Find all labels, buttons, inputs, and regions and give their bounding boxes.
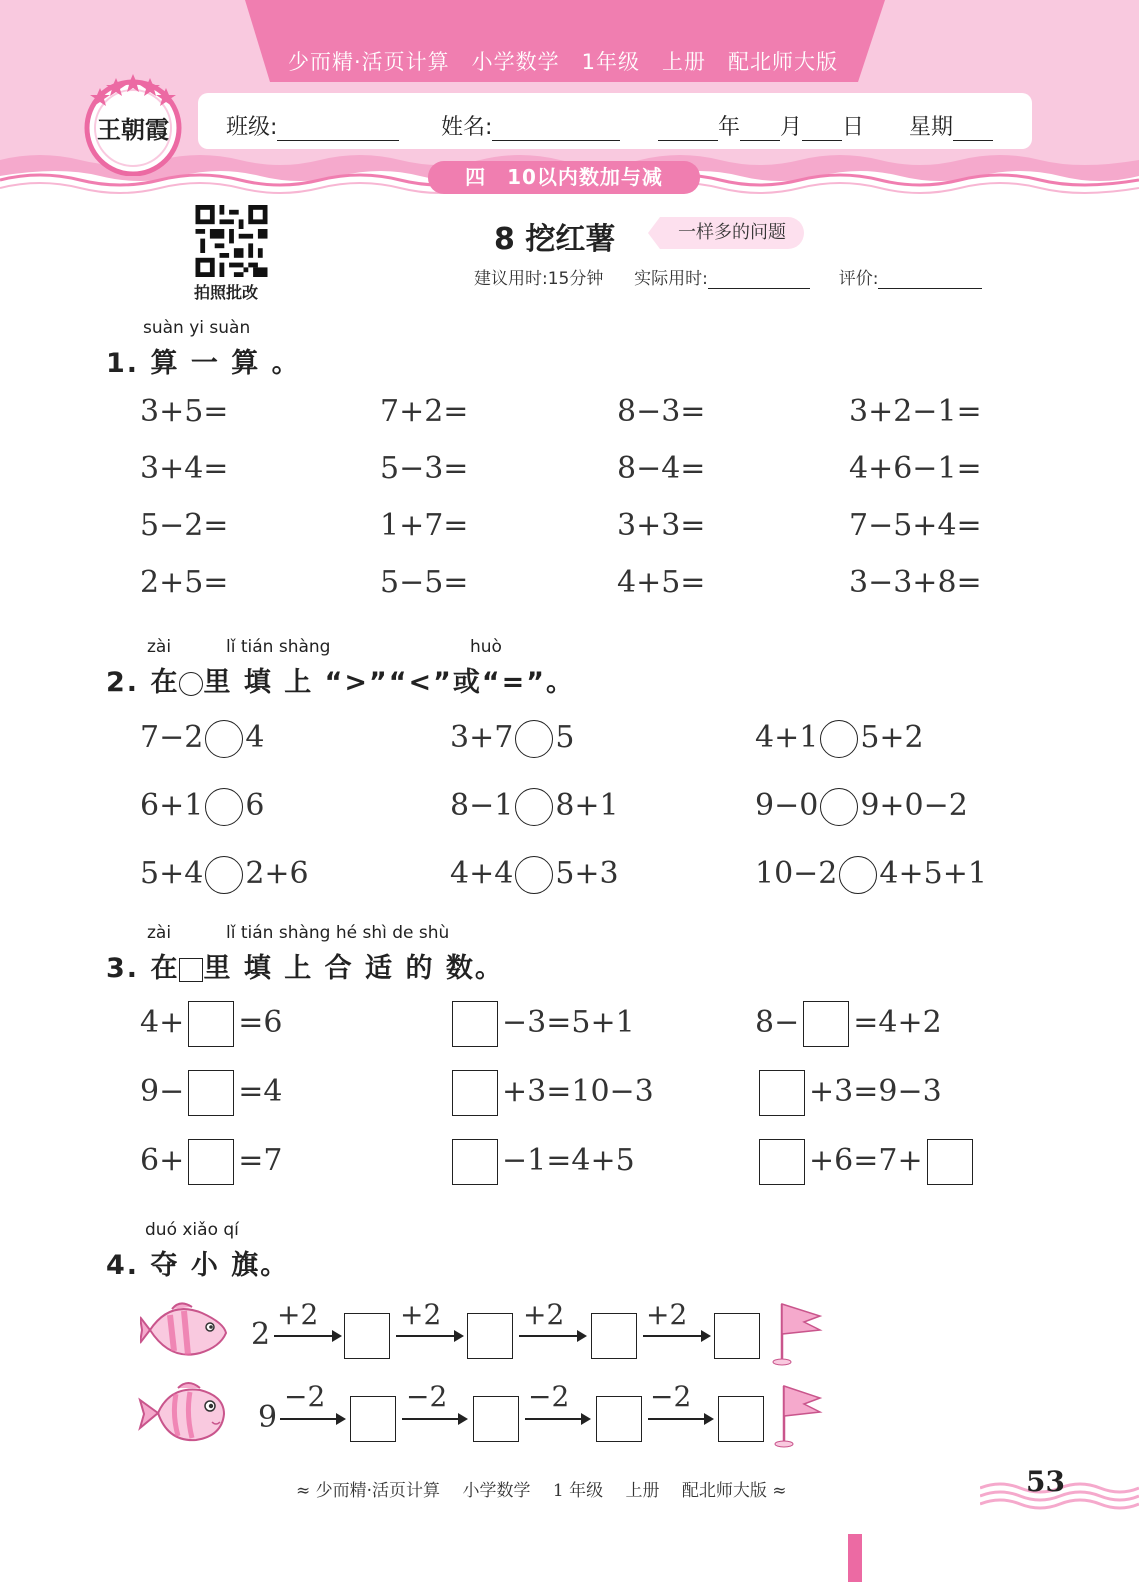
operation-label: +2 xyxy=(646,1298,688,1331)
weekday-label: 星期 xyxy=(909,115,954,140)
q2-compare: 3+7 5 xyxy=(450,720,574,758)
qr-caption: 拍照批改 xyxy=(194,283,259,302)
q2-title xyxy=(106,660,575,699)
q3-pinyin: lǐ tián shàng hé shì de shù xyxy=(226,923,450,943)
answer-box[interactable] xyxy=(803,1001,849,1047)
answer-box[interactable] xyxy=(452,1001,498,1047)
arrow-icon xyxy=(396,1335,462,1337)
arrow-icon xyxy=(402,1418,466,1420)
evaluation-field[interactable] xyxy=(878,270,982,289)
qr-code-icon[interactable] xyxy=(194,205,269,277)
q3-equation: +3=10−3 xyxy=(448,1070,654,1116)
q1-expr[interactable]: 1+7= xyxy=(380,508,469,543)
q1-expr[interactable]: 3−3+8= xyxy=(849,565,982,600)
answer-box[interactable] xyxy=(452,1139,498,1185)
arrow-icon xyxy=(519,1335,585,1337)
answer-box[interactable] xyxy=(714,1313,760,1359)
fish-icon xyxy=(140,1295,232,1365)
class-field[interactable] xyxy=(226,110,399,141)
answer-box[interactable] xyxy=(350,1396,396,1442)
q4-pinyin: duó xiǎo qí xyxy=(145,1220,239,1240)
q1-expr[interactable]: 7−5+4= xyxy=(849,508,982,543)
q1-title: 1. 算 一 算 。 xyxy=(106,348,301,379)
answer-box[interactable] xyxy=(718,1396,764,1442)
q2-compare: 9−0 9+0−2 xyxy=(755,788,968,826)
q2-compare: 8−1 8+1 xyxy=(450,788,619,826)
q3-equation: +3=9−3 xyxy=(755,1070,942,1116)
q2-title-part: 里 填 上 “>”“<”或“=”。 xyxy=(203,667,575,698)
q3-equation: +6=7+ xyxy=(755,1139,977,1185)
answer-circle[interactable] xyxy=(205,788,243,826)
month-label: 月 xyxy=(780,115,803,140)
q1-expr[interactable]: 3+2−1= xyxy=(849,394,982,429)
page-edge-tab xyxy=(848,1534,862,1582)
q2-compare: 10−2 4+5+1 xyxy=(755,856,987,894)
evaluation-label: 评价: xyxy=(838,269,879,289)
fish-icon xyxy=(138,1378,230,1448)
series-banner: 少而精·活页计算 小学数学 1年级 上册 配北师大版 xyxy=(288,50,839,74)
q2-compare: 4+4 5+3 xyxy=(450,856,619,894)
operation-label: +2 xyxy=(523,1298,565,1331)
class-label: 班级: xyxy=(226,115,278,140)
answer-box[interactable] xyxy=(467,1313,513,1359)
q2-title-part: 2. 在 xyxy=(106,667,180,698)
q1-expr[interactable]: 5−3= xyxy=(380,451,469,486)
arrow-icon xyxy=(280,1418,344,1420)
q2-compare: 5+4 2+6 xyxy=(140,856,309,894)
q1-expr[interactable]: 3+5= xyxy=(140,394,229,429)
answer-box[interactable] xyxy=(188,1139,234,1185)
q3-title xyxy=(106,946,504,985)
q2-compare: 4+1 5+2 xyxy=(755,720,924,758)
year-label: 年 xyxy=(718,115,741,140)
q1-pinyin: suàn yi suàn xyxy=(143,318,251,338)
q2-compare: 7−2 4 xyxy=(140,720,264,758)
day-label: 日 xyxy=(842,115,865,140)
answer-box[interactable] xyxy=(759,1139,805,1185)
q1-expr[interactable]: 4+6−1= xyxy=(849,451,982,486)
q3-title-part: 3. 在 xyxy=(106,953,180,984)
flag-icon xyxy=(772,1300,824,1368)
q1-expr[interactable]: 8−3= xyxy=(617,394,706,429)
operation-label: +2 xyxy=(277,1298,319,1331)
q1-expr[interactable]: 3+3= xyxy=(617,508,706,543)
q3-equation: 8− =4+2 xyxy=(755,1001,942,1047)
answer-circle[interactable] xyxy=(820,720,858,758)
answer-box[interactable] xyxy=(927,1139,973,1185)
answer-box[interactable] xyxy=(591,1313,637,1359)
q2-pinyin: zài xyxy=(147,637,172,657)
answer-box[interactable] xyxy=(344,1313,390,1359)
chain-start-number: 9 xyxy=(258,1400,278,1435)
q1-expr[interactable]: 5−2= xyxy=(140,508,229,543)
box-symbol xyxy=(179,958,203,982)
page-number: 53 xyxy=(1026,1465,1065,1498)
q1-expr[interactable]: 3+4= xyxy=(140,451,229,486)
arrow-icon xyxy=(643,1335,709,1337)
q2-pinyin: huò xyxy=(470,637,502,657)
q3-title-part: 里 填 上 合 适 的 数。 xyxy=(203,953,504,984)
answer-box[interactable] xyxy=(188,1070,234,1116)
unit-banner: 四 10以内数加与减 xyxy=(428,161,700,194)
actual-time-label: 实际用时: xyxy=(634,269,708,289)
answer-circle[interactable] xyxy=(839,856,877,894)
chain-start-number: 2 xyxy=(251,1317,271,1352)
q3-equation: 9− =4 xyxy=(140,1070,282,1116)
answer-box[interactable] xyxy=(596,1396,642,1442)
answer-circle[interactable] xyxy=(205,720,243,758)
q3-equation: 6+ =7 xyxy=(140,1139,282,1185)
name-field[interactable] xyxy=(441,110,620,141)
q2-compare: 6+1 6 xyxy=(140,788,264,826)
q1-expr[interactable]: 8−4= xyxy=(617,451,706,486)
lesson-title: 8 挖红薯 xyxy=(494,222,616,257)
operation-label: −2 xyxy=(406,1380,448,1413)
q1-expr[interactable]: 7+2= xyxy=(380,394,469,429)
answer-box[interactable] xyxy=(473,1396,519,1442)
lesson-meta xyxy=(474,264,982,289)
answer-box[interactable] xyxy=(452,1070,498,1116)
operation-label: −2 xyxy=(650,1380,692,1413)
q2-pinyin: lǐ tián shàng xyxy=(226,637,331,657)
actual-time-field[interactable] xyxy=(708,270,810,289)
date-field[interactable] xyxy=(658,110,864,141)
answer-circle[interactable] xyxy=(515,720,553,758)
q3-equation: −3=5+1 xyxy=(448,1001,635,1047)
q3-equation: 4+ =6 xyxy=(140,1001,282,1047)
circle-symbol xyxy=(179,672,203,696)
q3-equation: −1=4+5 xyxy=(448,1139,635,1185)
svg-text:王朝霞: 王朝霞 xyxy=(97,115,169,144)
flag-icon xyxy=(772,1382,824,1450)
operation-label: −2 xyxy=(528,1380,570,1413)
time-suggestion: 建议用时:15分钟 xyxy=(474,269,604,289)
answer-circle[interactable] xyxy=(515,856,553,894)
q1-expr[interactable]: 5−5= xyxy=(380,565,469,600)
q4-title: 4. 夺 小 旗。 xyxy=(106,1250,290,1281)
q3-pinyin: zài xyxy=(147,923,172,943)
answer-box[interactable] xyxy=(759,1070,805,1116)
answer-box[interactable] xyxy=(188,1001,234,1047)
answer-circle[interactable] xyxy=(515,788,553,826)
footer-series: ≈ 少而精·活页计算 小学数学 1 年级 上册 配北师大版 ≈ xyxy=(296,1481,787,1501)
arrow-icon xyxy=(525,1418,589,1420)
arrow-icon xyxy=(274,1335,340,1337)
weekday-field[interactable] xyxy=(909,110,993,141)
q1-expr[interactable]: 4+5= xyxy=(617,565,706,600)
name-label: 姓名: xyxy=(441,115,493,140)
answer-circle[interactable] xyxy=(205,856,243,894)
brand-logo xyxy=(78,66,188,176)
q1-expr[interactable]: 2+5= xyxy=(140,565,229,600)
operation-label: +2 xyxy=(400,1298,442,1331)
operation-label: −2 xyxy=(284,1380,326,1413)
arrow-icon xyxy=(648,1418,712,1420)
answer-circle[interactable] xyxy=(820,788,858,826)
lesson-topic-tag: 一样多的问题 xyxy=(660,217,804,249)
